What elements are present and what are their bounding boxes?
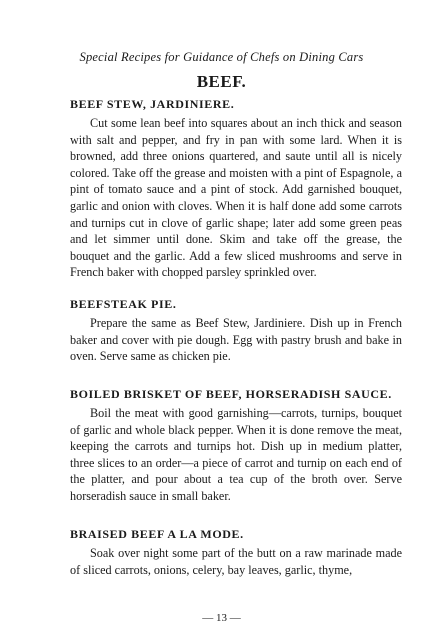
recipe-braised-beef-a-la-mode — [70, 527, 402, 578]
recipe-text: Boil the meat with good garnishing—carrots, turnips, bouquet of garlic and whole black pepper. When it is done remove the meat, keeping the carrots and turnips hot. Dish up in medium platter, three slices to an order—a piece of carrot and turnip on each end of the platter, and pour about a tea cup of the broth over. Serve horseradish sauce in small baker. — [70, 406, 402, 503]
recipe-title: BEEFSTEAK PIE. — [70, 297, 177, 311]
page-number: — 13 — — [202, 612, 241, 624]
recipe-title: BEEF STEW, JARDINIERE. — [70, 97, 235, 111]
running-head: Special Recipes for Guidance of Chefs on Dining Cars — [79, 50, 364, 64]
chapter-title: BEEF. — [196, 72, 247, 91]
recipe-text: Soak over night some part of the butt on a raw marinade made of sliced carrots, onions, celery, bay leaves, garlic, thyme, — [70, 546, 402, 577]
recipe-title: BOILED BRISKET OF BEEF, HORSERADISH SAUCE. — [70, 387, 392, 401]
recipe-boiled-brisket-of-beef — [70, 387, 402, 505]
recipe-title: BRAISED BEEF A LA MODE. — [70, 527, 244, 541]
recipe-text: Prepare the same as Beef Stew, Jardiniere. Dish up in French baker and cover with pie dough. Egg with pastry brush and bake in oven. Serve same as chicken pie. — [70, 316, 402, 364]
recipe-beefsteak-pie — [70, 297, 402, 365]
recipe-beef-stew-jardiniere — [70, 97, 402, 281]
recipe-text: Cut some lean beef into squares about an inch thick and season with salt and pepper, and fry in pan with some lard. When it is browned, add three onions quartered, and saute until all is nicely colored. Take off the grease and moisten with a pint of Espagnole, a pint of tomato sauce and a pint of stock. Add garnished bouquet, garlic and onion with cloves. When it is half done add some carrots and turnips cut in clove of garlic shape; later add some green peas and let simmer until done. Skim and take off the grease, the bouquet and the garlic. Add a few sliced mushrooms and serve in French baker with chopped parsley sprinkled over. — [70, 116, 402, 280]
